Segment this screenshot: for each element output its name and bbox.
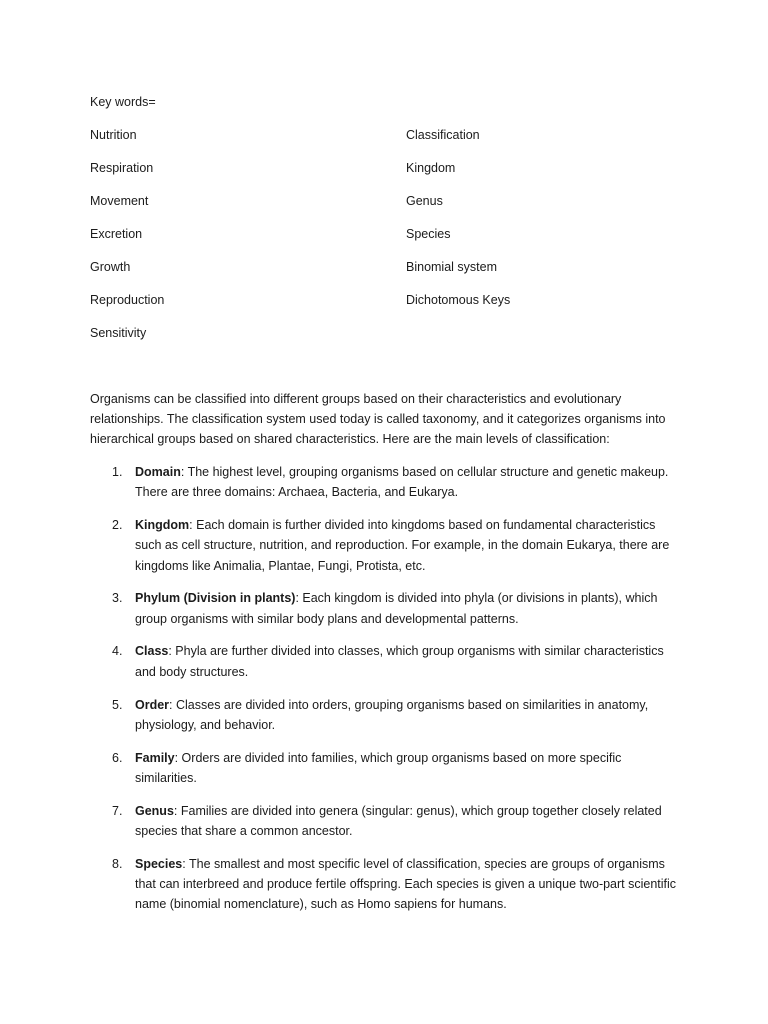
level-description: : The highest level, grouping organisms based on cellular structure and genetic makeup. There are three domains: Archaea, Bacteria, and Eukarya. [135, 465, 669, 500]
keyword-item: Movement [90, 194, 149, 208]
list-item [90, 695, 680, 735]
level-term: Phylum (Division in plants) [135, 591, 296, 606]
list-number: 7. [112, 803, 123, 818]
level-term: Class [135, 644, 169, 659]
list-number: 1. [112, 465, 123, 479]
level-description: : Each domain is further divided into kingdoms based on fundamental characteristics such as cell structure, nutrition, and reproduction. For example, in the domain Eukarya, there are kingdoms like Animalia, Plantae, Fungi, Protista, etc. [135, 518, 670, 573]
list-item [90, 641, 680, 681]
list-item [90, 515, 680, 576]
keyword-item: Nutrition [90, 128, 137, 142]
keyword-item: Sensitivity [90, 326, 147, 340]
list-number: 3. [112, 591, 123, 606]
list-item [90, 801, 680, 841]
list-item [90, 588, 680, 628]
keyword-item: Binomial system [406, 260, 497, 274]
keyword-item: Dichotomous Keys [406, 293, 511, 307]
keyword-item: Genus [406, 194, 443, 208]
keyword-item: Classification [406, 128, 480, 142]
keyword-item: Growth [90, 260, 131, 274]
level-term: Domain [135, 465, 181, 479]
list-item [90, 854, 680, 915]
keywords-left-column [90, 127, 164, 358]
list-number: 4. [112, 644, 123, 659]
list-number: 8. [112, 856, 123, 871]
list-number: 6. [112, 750, 123, 765]
level-term: Order [135, 697, 170, 712]
intro-paragraph: Organisms can be classified into different groups based on their characteristics and evolutionary relationships. The classification system used today is called taxonomy, and it categorizes organisms into hierarchical groups based on shared characteristics. Here are the main levels of classification: [90, 392, 666, 447]
list-number: 2. [112, 518, 123, 533]
level-term: Species [135, 856, 183, 871]
list-item [90, 748, 680, 788]
list-item [90, 462, 680, 502]
keyword-item: Species [406, 227, 451, 241]
level-description: : Phyla are further divided into classes, which group organisms with similar characteristics and body structures. [135, 644, 664, 679]
keyword-item: Excretion [90, 227, 143, 241]
level-term: Family [135, 750, 175, 765]
keywords-heading: Key words= [90, 95, 156, 109]
keyword-item: Kingdom [406, 161, 456, 175]
level-description: : The smallest and most specific level of classification, species are groups of organisms that can interbreed and produce fertile offspring. Each species is given a unique two-part scientific name (binomial nomenclature), such as Homo sapiens for humans. [135, 856, 677, 912]
classification-levels-list [90, 462, 680, 914]
keyword-item: Respiration [90, 161, 154, 175]
list-number: 5. [112, 697, 123, 712]
keyword-item: Reproduction [90, 293, 165, 307]
level-description: : Each kingdom is divided into phyla (or divisions in plants), which group organisms with similar body plans and developmental patterns. [135, 591, 658, 626]
level-description: : Families are divided into genera (singular: genus), which group together closely related species that share a common ancestor. [135, 803, 662, 838]
keywords-right-column [406, 127, 510, 325]
level-description: : Classes are divided into orders, grouping organisms based on similarities in anatomy, physiology, and behavior. [135, 697, 649, 732]
level-term: Kingdom [135, 518, 190, 533]
level-term: Genus [135, 803, 174, 818]
level-description: : Orders are divided into families, which group organisms based on more specific similarities. [135, 750, 622, 785]
